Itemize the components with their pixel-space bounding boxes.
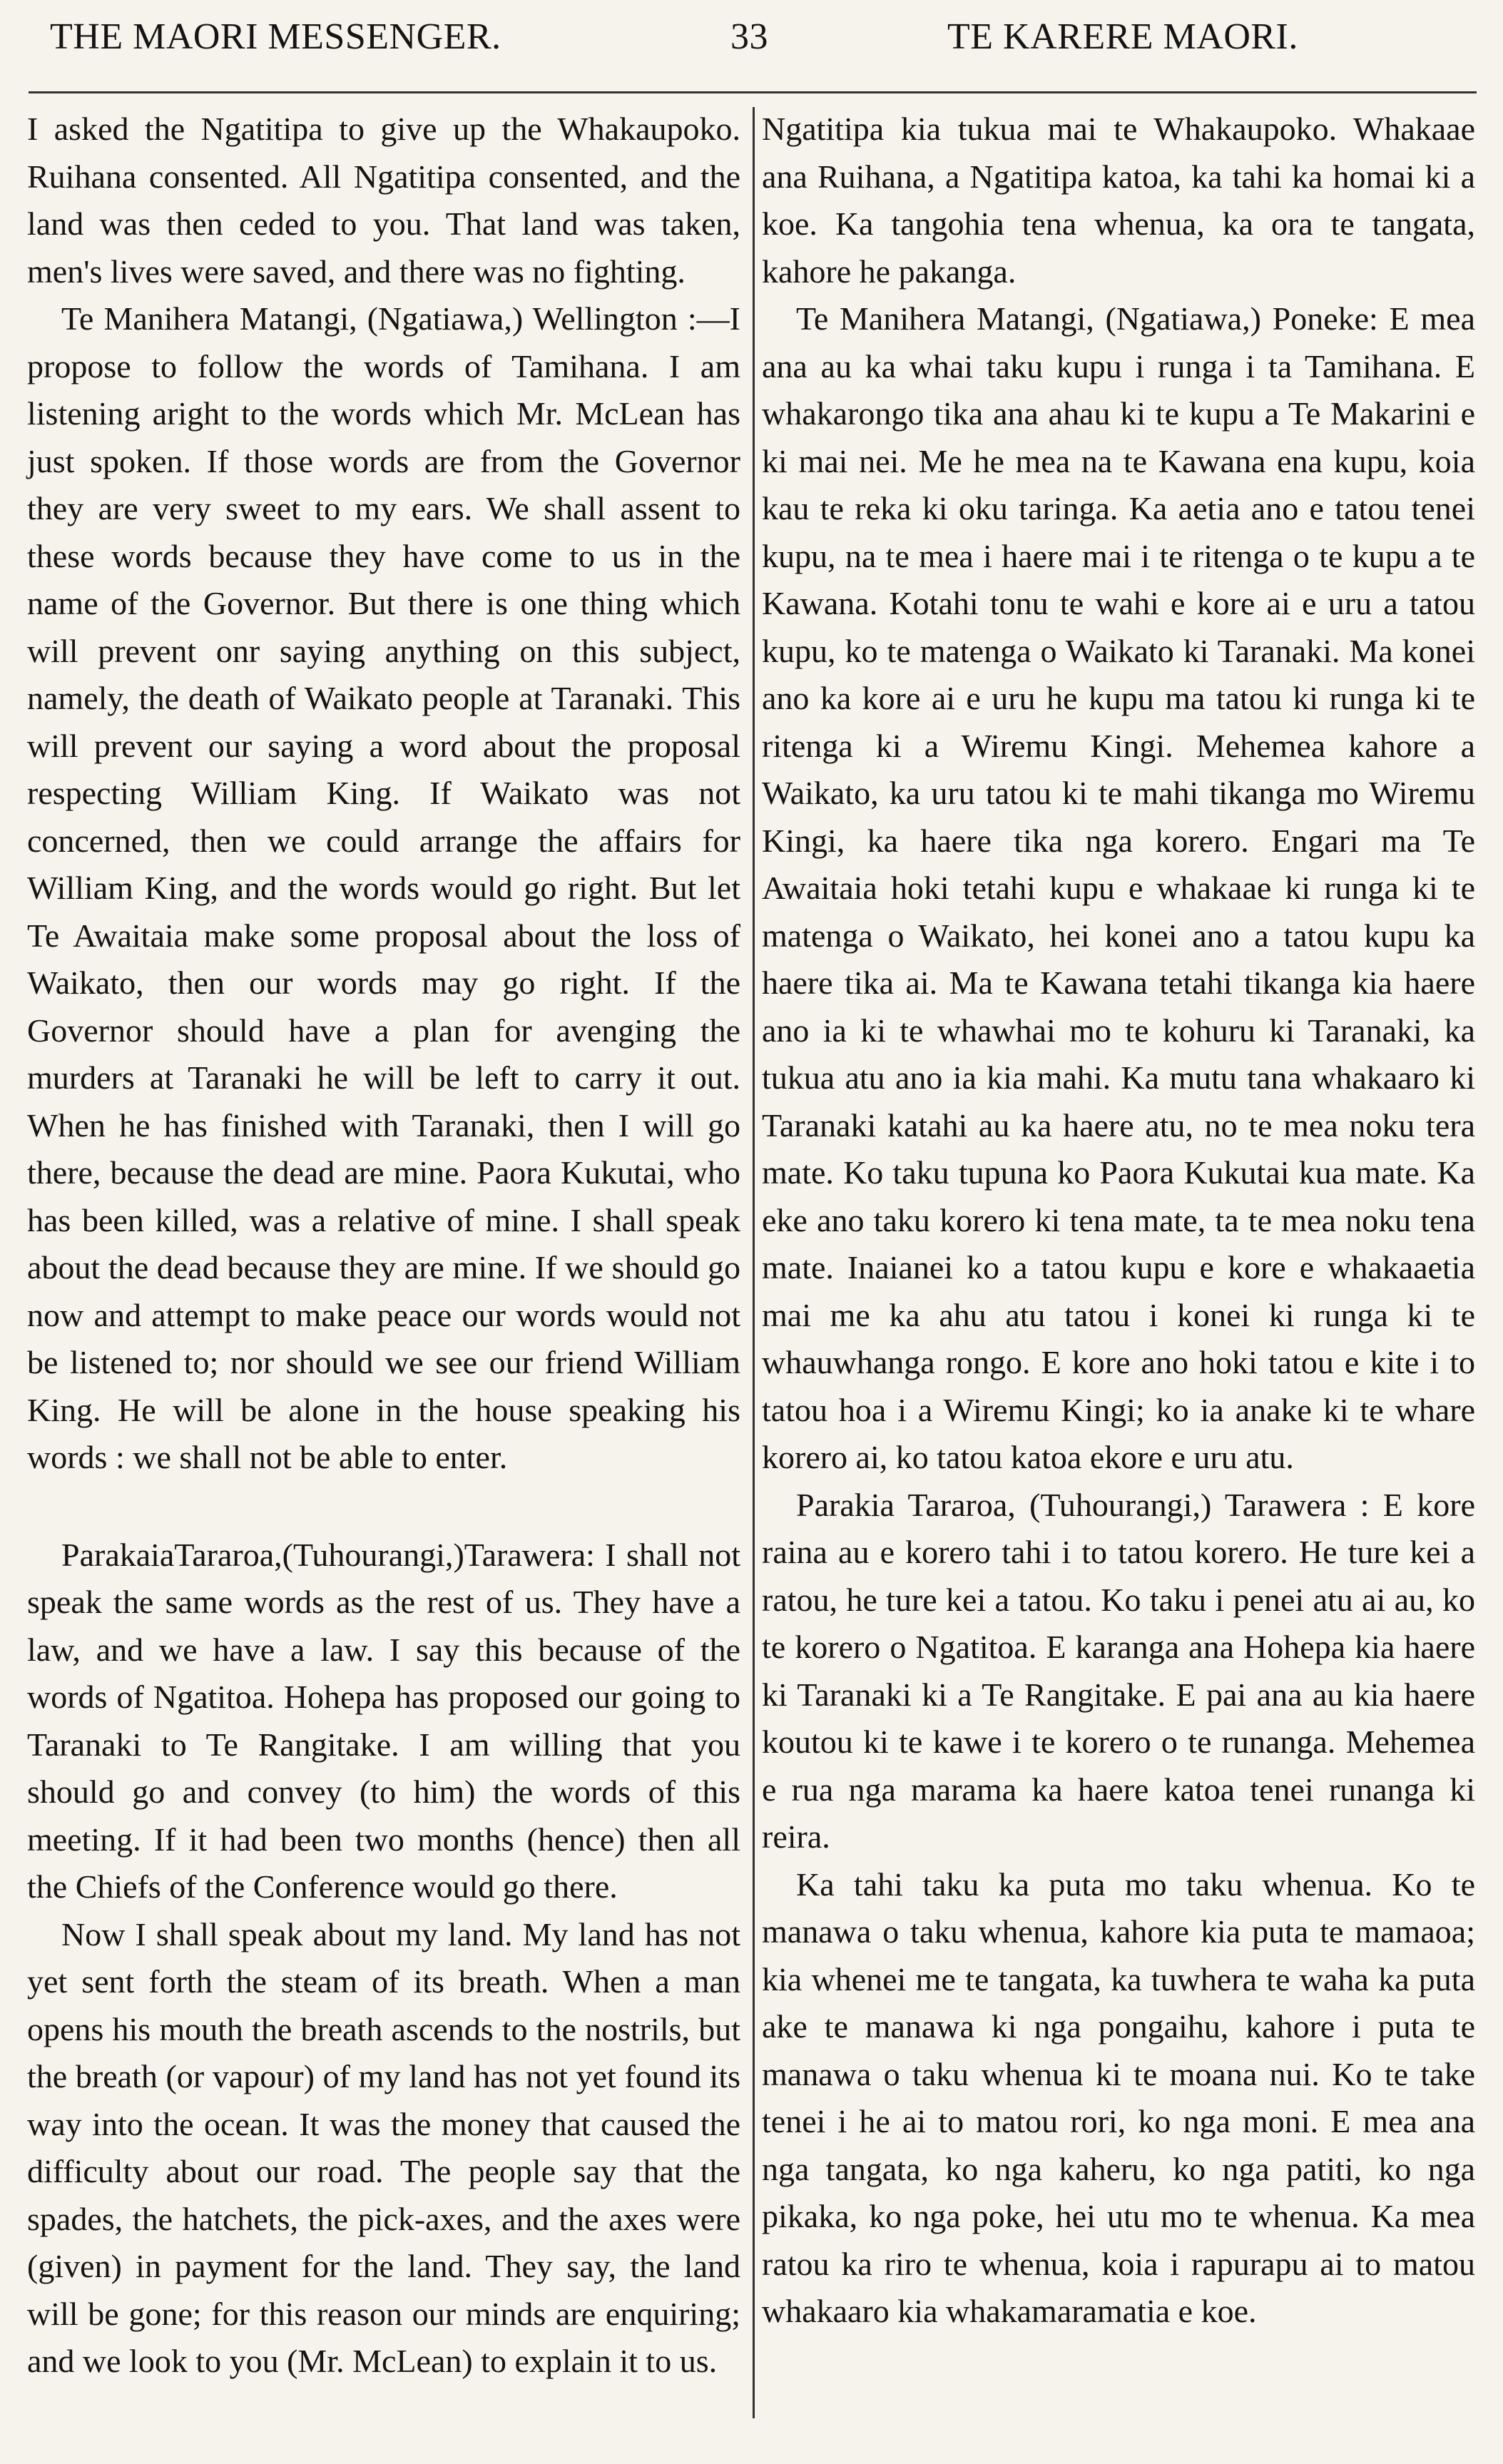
- header-title-maori: TE KARERE MAORI.: [947, 16, 1298, 57]
- header-rule: [29, 91, 1477, 93]
- english-paragraph: ParakaiaTararoa,(Tuhourangi,)Tarawera: I shall not speak the same words as the rest of us. They have a law, and we have a law. I say this because of the words of Ngatitoa. Hohepa has proposed our going to Taranaki to Te Rangitake. I am willing that you should go and convey (to him) the words of this meeting. If it had been two months (hence) then all the Chiefs of the Conference would go there.: [27, 1536, 740, 1905]
- maori-column: [762, 106, 1475, 2336]
- header-title-english: THE MAORI MESSENGER.: [50, 16, 501, 57]
- column-divider: [753, 107, 755, 2418]
- maori-paragraph: Parakia Tararoa, (Tuhourangi,) Tarawera : E kore raina au e korero tahi i to tatou korero. He ture kei a ratou, he ture kei a tatou. Ko taku i penei atu ai au, ko te korero o Ngatitoa. E karanga ana Hohepa kia haere ki Taranaki ki a Te Rangitake. E pai ana au kia haere koutou ki te kawe i te korero o te runanga. Mehemea e rua nga marama ka haere katoa tenei runanga ki reira.: [762, 1486, 1475, 1855]
- maori-paragraph: Te Manihera Matangi, (Ngatiawa,) Poneke: E mea ana au ka whai taku kupu i runga i ta Tamihana. E whakarongo tika ana ahau ki te kupu a Te Makarini e ki mai nei. Me he mea na te Kawana ena kupu, koia kau te reka ki oku taringa. Ka aetia ano e tatou tenei kupu, na te mea i haere mai i te ritenga o te kupu a te Kawana. Kotahi tonu te wahi e kore ai e uru a tatou kupu, ko te matenga o Waikato ki Taranaki. Ma konei ano ka kore ai e uru he kupu ma tatou ki runga ki te ritenga ki a Wiremu Kingi. Mehemea kahore a Waikato, ka uru tatou ki te mahi tikanga mo Wiremu Kingi, ka haere tika nga korero. Engari ma Te Awaitaia hoki tetahi kupu e whakaae ki runga ki te matenga o Waikato, hei konei ano a tatou kupu ka haere tika ai. Ma te Kawana tetahi tikanga kia haere ano ia ki te whawhai mo te kohuru ki Taranaki, ka tukua atu ano ia kia mahi. Ka mutu tana whakaaro ki Taranaki katahi au ka haere atu, no te mea noku tera mate. Ko taku tupuna ko Paora Kukutai kua mate. Ka eke ano taku korero ki tena mate, ta te mea noku tena mate. Inaianei ko a tatou kupu e kore e whakaaetia mai me ka ahu atu tatou i konei ki runga ki te whauwhanga rongo. E kore ano hoki tatou e kite i to tatou hoa i a Wiremu Kingi; ko ia anake ki te whare korero ai, ko tatou katoa ekore e uru atu.: [762, 300, 1475, 1475]
- english-paragraph: Now I shall speak about my land. My land has not yet sent forth the steam of its breath. When a man opens his mouth the breath ascends to the nostrils, but the breath (or vapour) of my land has not yet found its way into the ocean. It was the money that caused the difficulty about our road. The people say that the spades, the hatchets, the pick-axes, and the axes were (given) in payment for the land. They say, the land will be gone; for this reason our minds are enquiring; and we look to you (Mr. McLean) to explain it to us.: [27, 1915, 740, 2379]
- maori-paragraph: Ngatitipa kia tukua mai te Whakaupoko. Whakaae ana Ruihana, a Ngatitipa katoa, ka tahi ka homai ki a koe. Ka tangohia tena whenua, ka ora te tangata, kahore he pakanga.: [762, 111, 1475, 290]
- maori-paragraph: Ka tahi taku ka puta mo taku whenua. Ko te manawa o taku whenua, kahore kia puta te mamaoa; kia whenei me te tangata, ka tuwhera te waha ka puta ake te manawa ki nga pongaihu, kahore i puta te manawa o taku whenua ki te moana nui. Ko te take tenei i he ai to matou rori, ko nga moni. E mea ana nga tangata, ko nga kaheru, ko nga patiti, ko nga pikaka, ko nga poke, hei utu mo te whenua. Ka mea ratou ka riro te whenua, koia i rapurapu ai to matou whakaaro kia whakamaramatia e koe.: [762, 1865, 1475, 2329]
- english-paragraph: I asked the Ngatitipa to give up the Whakaupoko. Ruihana consented. All Ngatitipa consented, and the land was then ceded to you. That land was taken, men's lives were saved, and there was no fighting.: [27, 111, 740, 290]
- page-number: 33: [730, 16, 768, 57]
- english-column: [27, 106, 740, 2386]
- english-paragraph: Te Manihera Matangi, (Ngatiawa,) Wellington :—I propose to follow the words of Tamihana. I am listening aright to the words which Mr. McLean has just spoken. If those words are from the Governor they are very sweet to my ears. We shall assent to these words because they have come to us in the name of the Governor. But there is one thing which will prevent onr saying anything on this subject, namely, the death of Waikato people at Taranaki. This will prevent our saying a word about the proposal respecting William King. If Waikato was not concerned, then we could arrange the affairs for William King, and the words would go right. But let Te Awaitaia make some proposal about the loss of Waikato, then our words may go right. If the Governor should have a plan for avenging the murders at Taranaki he will be left to carry it out. When he has finished with Taranaki, then I will go there, because the dead are mine. Paora Kukutai, who has been killed, was a relative of mine. I shall speak about the dead because they are mine. If we should go now and attempt to make peace our words would not be listened to; nor should we see our friend William King. He will be alone in the house speaking his words : we shall not be able to enter.: [27, 300, 740, 1475]
